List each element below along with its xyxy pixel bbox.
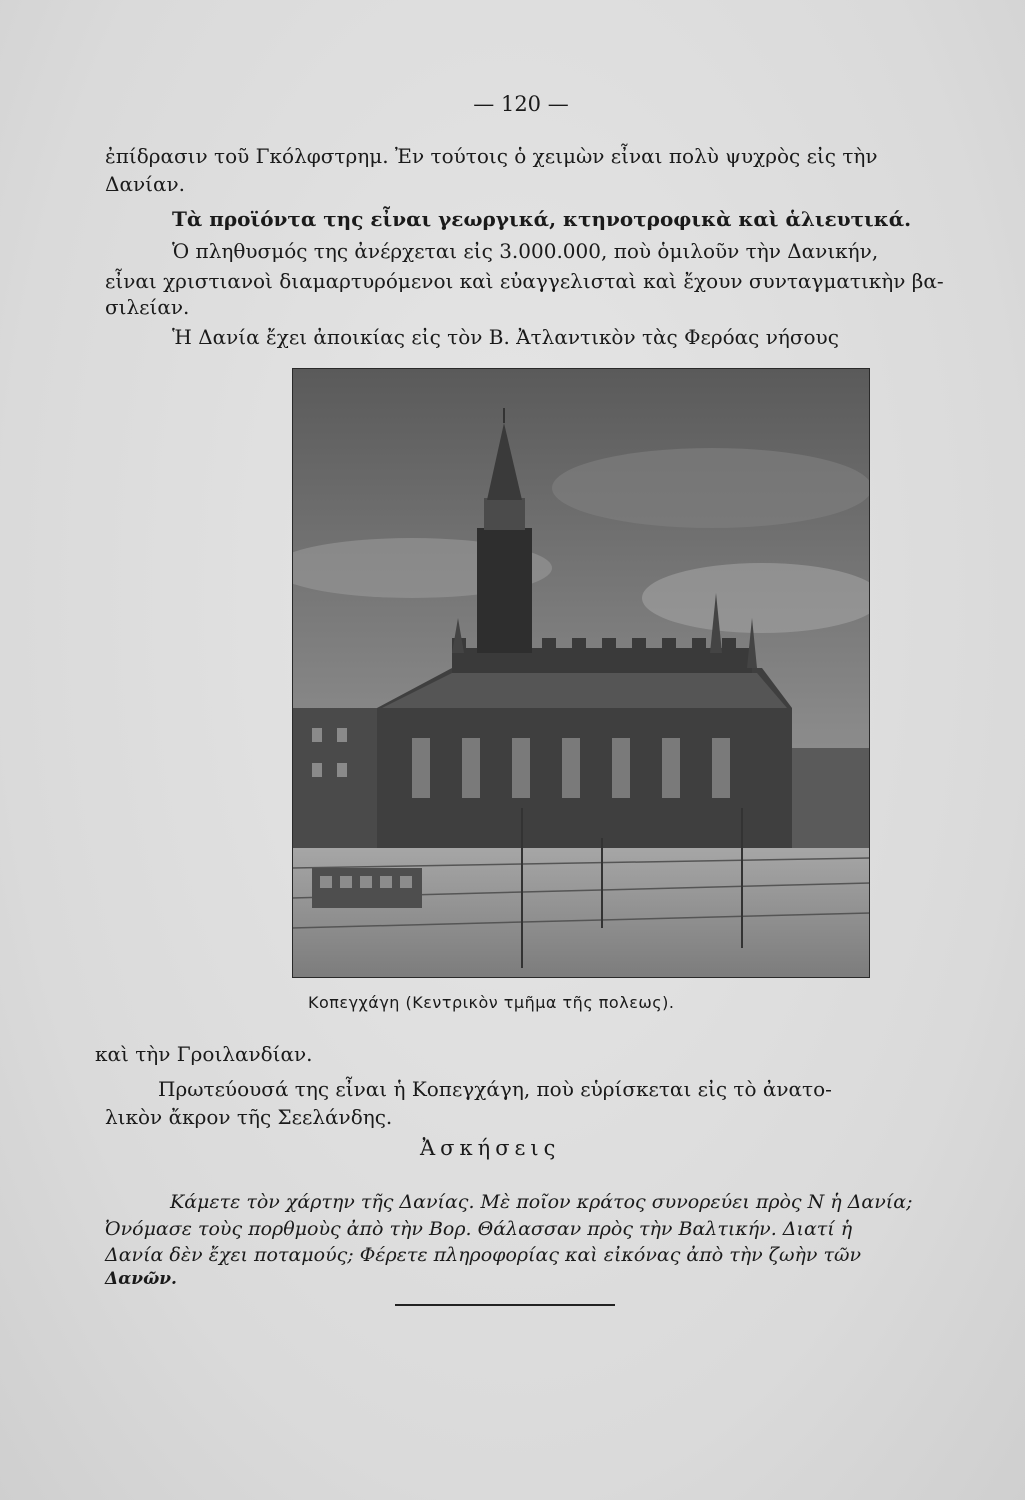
exercise-line: Δανῶν. — [105, 1269, 177, 1289]
exercise-line: Κάμετε τὸν χάρτην τῆς Δανίας. Μὲ ποῖον κράτος συνορεύει πρὸς Ν ἡ Δανία; — [170, 1191, 913, 1213]
end-rule — [395, 1304, 615, 1306]
exercises-heading: Ἀσκήσεις — [420, 1136, 561, 1160]
copenhagen-city-hall-photo — [292, 368, 870, 978]
figure-caption: Κοπεγχάγη (Κεντρικὸν τμῆμα τῆς πολεως). — [308, 993, 675, 1012]
paragraph-line: Τὰ προϊόντα της εἶναι γεωργικά, κτηνοτροφικὰ καὶ ἁλιευτικά. — [172, 207, 912, 231]
paragraph-line: σιλείαν. — [105, 295, 190, 319]
exercise-line: Δανία δὲν ἔχει ποταμούς; Φέρετε πληροφορίας καὶ εἰκόνας ἀπὸ τὴν ζωὴν τῶν — [105, 1244, 861, 1266]
paragraph-line: ἐπίδρασιν τοῦ Γκόλφστρημ. Ἐν τούτοις ὁ χειμὼν εἶναι πολὺ ψυχρὸς εἰς τὴν — [105, 144, 878, 168]
paragraph-line: Ἡ Δανία ἔχει ἀποικίας εἰς τὸν Β. Ἀτλαντικὸν τὰς Φερόας νήσους — [172, 325, 839, 349]
paragraph-line: Ὁ πληθυσμός της ἀνέρχεται εἰς 3.000.000, ποὺ ὁμιλοῦν τὴν Δανικήν, — [172, 239, 879, 263]
paragraph-line: καὶ τὴν Γροιλανδίαν. — [95, 1042, 313, 1066]
exercise-line: Ὀνόμασε τοὺς πορθμοὺς ἀπὸ τὴν Βορ. Θάλασσαν πρὸς τὴν Βαλτικήν. Διατί ἡ — [105, 1218, 853, 1240]
paragraph-line: λικὸν ἄκρον τῆς Σεελάνδης. — [105, 1105, 393, 1129]
paragraph-line: εἶναι χριστιανοὶ διαμαρτυρόμενοι καὶ εὐαγγελισταὶ καὶ ἔχουν συνταγματικὴν βα- — [105, 269, 944, 293]
paragraph-line: Πρωτεύουσά της εἶναι ἡ Κοπεγχάγη, ποὺ εὑρίσκεται εἰς τὸ ἀνατο- — [158, 1077, 832, 1101]
page-number: — 120 — — [473, 92, 569, 116]
paragraph-line: Δανίαν. — [105, 172, 185, 196]
